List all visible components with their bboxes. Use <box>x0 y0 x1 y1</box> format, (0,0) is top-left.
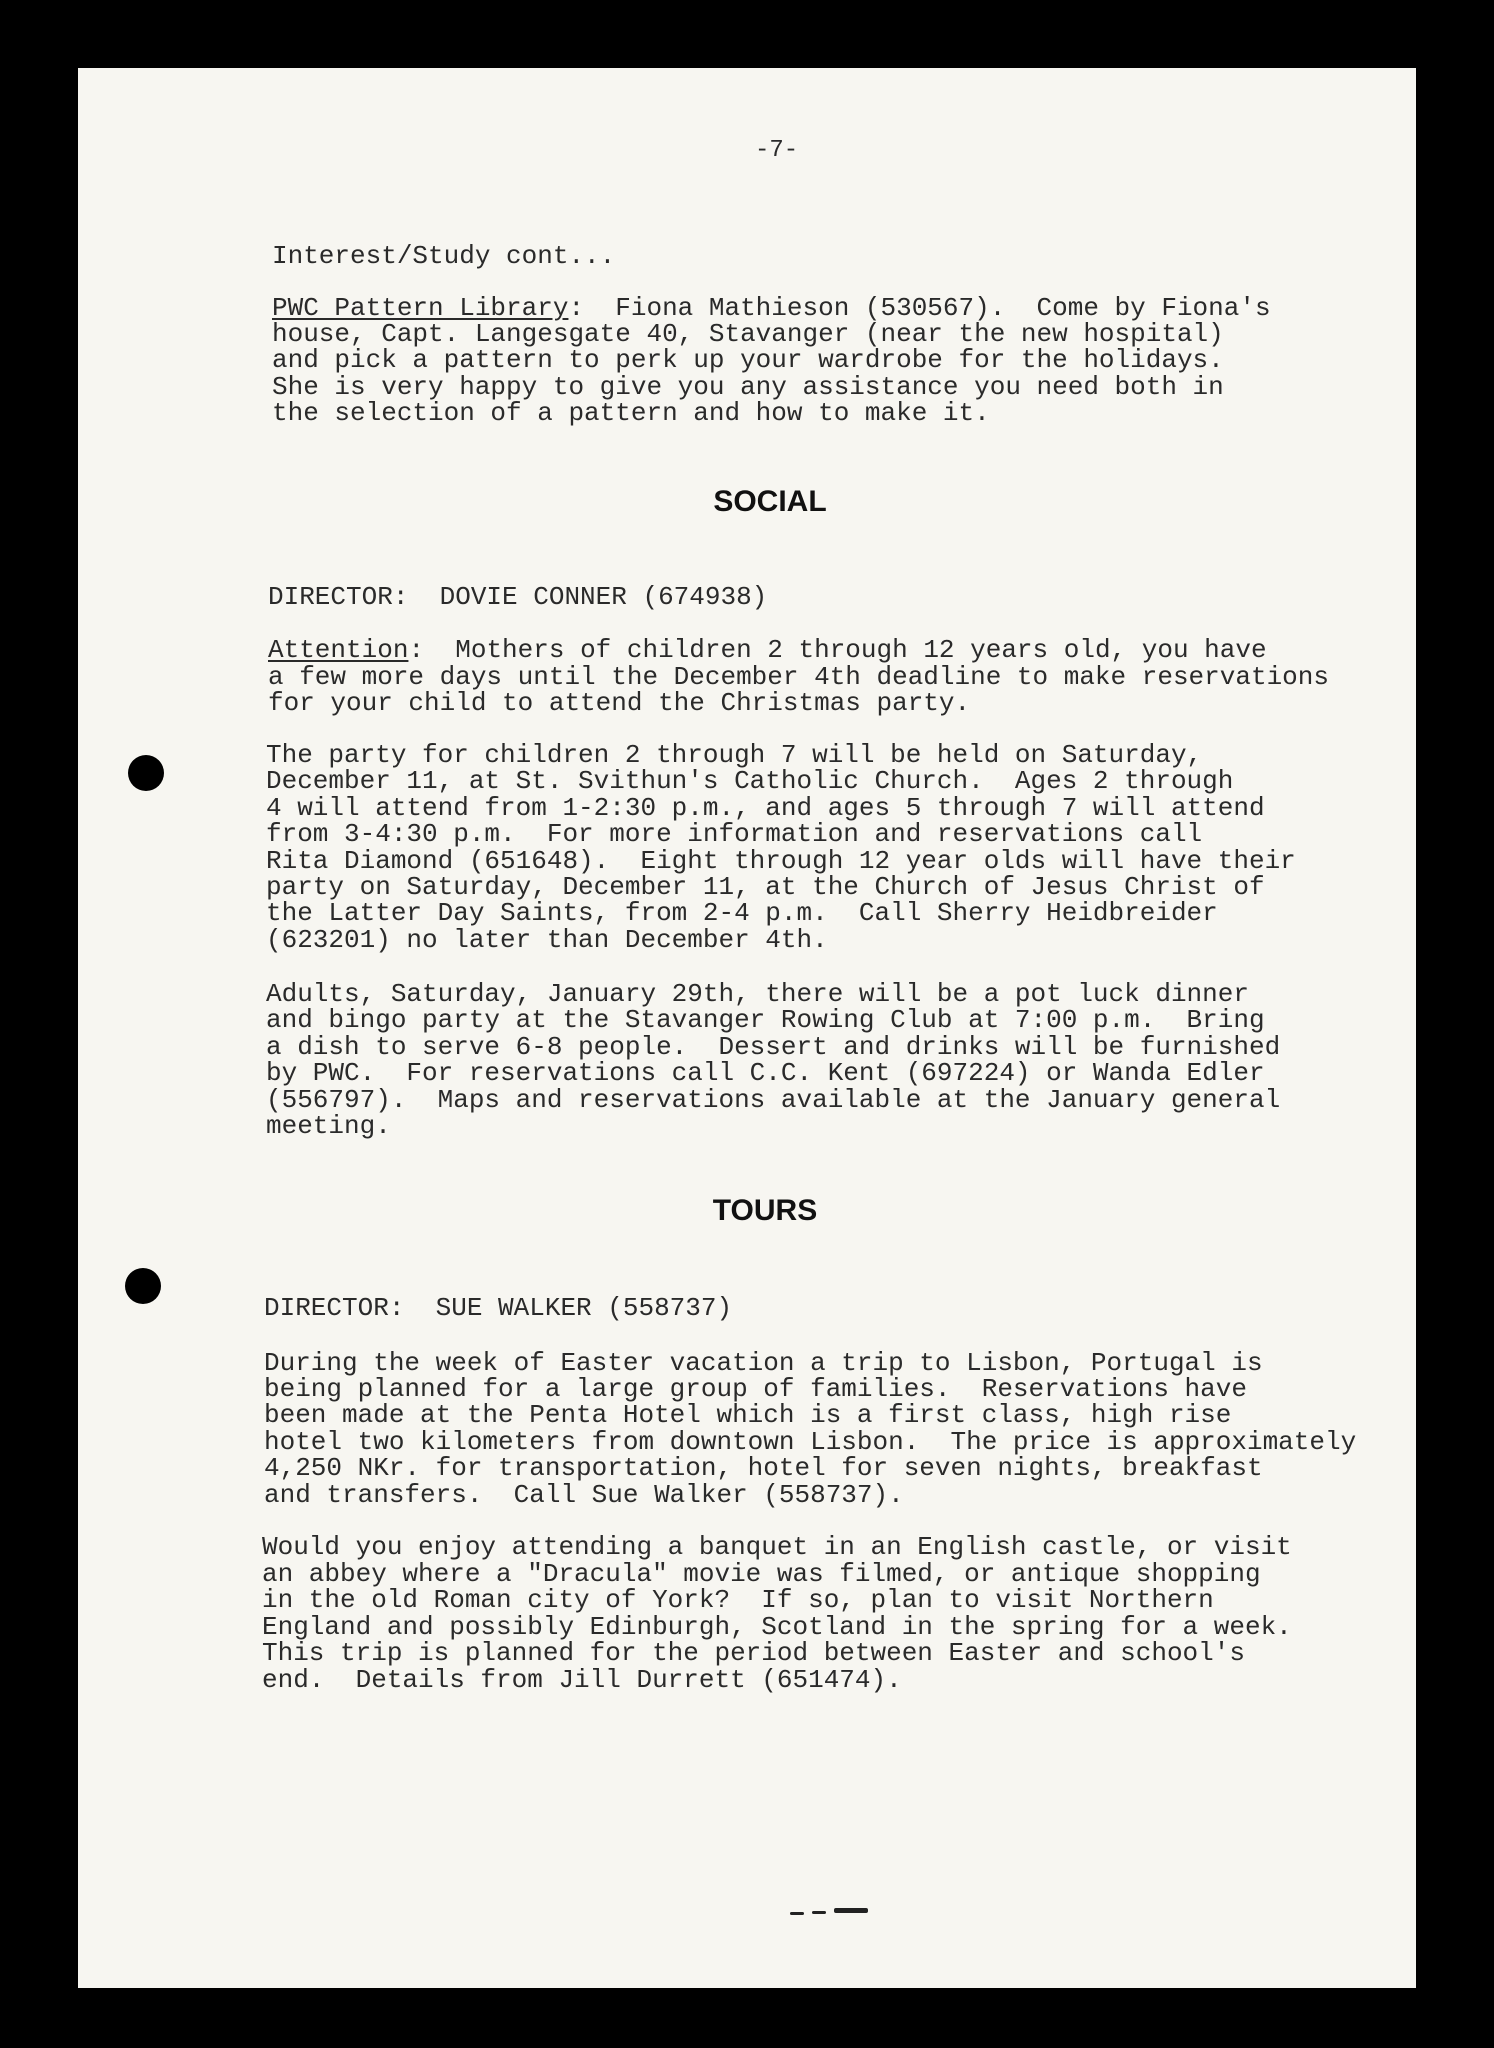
pattern-library-line: She is very happy to give you any assistance you need both in <box>272 372 1224 402</box>
party-line: the Latter Day Saints, from 2-4 p.m. Call Sherry Heidbreider <box>266 898 1218 928</box>
england-line: in the old Roman city of York? If so, plan to visit Northern <box>262 1585 1214 1615</box>
tours-director: DIRECTOR: SUE WALKER (558737) <box>264 1293 733 1323</box>
section-continued-heading: Interest/Study cont... <box>272 241 616 271</box>
page-number: -7- <box>755 137 799 164</box>
pattern-library-line: and pick a pattern to perk up your wardrobe for the holidays. <box>272 345 1224 375</box>
social-director: DIRECTOR: DOVIE CONNER (674938) <box>268 582 768 612</box>
adults-line: a dish to serve 6-8 people. Dessert and drinks will be furnished <box>266 1032 1281 1062</box>
attention-line1-text: : Mothers of children 2 through 12 years old, you have <box>408 635 1267 665</box>
adults-line: and bingo party at the Stavanger Rowing Club at 7:00 p.m. Bring <box>266 1005 1265 1035</box>
lisbon-line: been made at the Penta Hotel which is a first class, high rise <box>264 1400 1232 1430</box>
england-line: Would you enjoy attending a banquet in an English castle, or visit <box>262 1532 1292 1562</box>
party-line: The party for children 2 through 7 will be held on Saturday, <box>266 740 1203 770</box>
attention-line: a few more days until the December 4th deadline to make reservations <box>268 662 1329 692</box>
england-line: England and possibly Edinburgh, Scotland in the spring for a week. <box>262 1612 1292 1642</box>
party-line: Rita Diamond (651648). Eight through 12 year olds will have their <box>266 846 1296 876</box>
attention-label: Attention <box>268 635 409 665</box>
party-line: party on Saturday, December 11, at the Church of Jesus Christ of <box>266 872 1265 902</box>
england-line: This trip is planned for the period between Easter and school's <box>262 1638 1245 1668</box>
pattern-library-first-line <box>272 295 1271 321</box>
punch-hole-bottom <box>125 1268 161 1304</box>
tours-heading: TOURS <box>712 1194 818 1227</box>
lisbon-line: 4,250 NKr. for transportation, hotel for seven nights, breakfast <box>264 1453 1263 1483</box>
pattern-library-line: the selection of a pattern and how to make it. <box>272 398 990 428</box>
adults-line: (556797). Maps and reservations available at the January general <box>266 1085 1281 1115</box>
party-line: 4 will attend from 1-2:30 p.m., and ages 5 through 7 will attend <box>266 793 1265 823</box>
lisbon-line: being planned for a large group of families. Reservations have <box>264 1374 1247 1404</box>
lisbon-line: During the week of Easter vacation a trip to Lisbon, Portugal is <box>264 1348 1263 1378</box>
party-line: (623201) no later than December 4th. <box>266 925 828 955</box>
attention-first-line <box>268 637 1267 663</box>
england-line: end. Details from Jill Durrett (651474). <box>262 1665 902 1695</box>
social-heading: SOCIAL <box>713 485 827 518</box>
lisbon-line: hotel two kilometers from downtown Lisbon. The price is approximately <box>264 1427 1357 1457</box>
party-line: from 3-4:30 p.m. For more information and reservations call <box>266 819 1203 849</box>
attention-line: for your child to attend the Christmas party. <box>268 688 971 718</box>
pattern-library-line1-text: : Fiona Mathieson (530567). Come by Fiona's <box>568 293 1271 323</box>
pattern-library-line: house, Capt. Langesgate 40, Stavanger (near the new hospital) <box>272 319 1224 349</box>
pattern-library-label: PWC Pattern Library <box>272 293 569 323</box>
lisbon-line: and transfers. Call Sue Walker (558737). <box>264 1480 904 1510</box>
adults-line: Adults, Saturday, January 29th, there will be a pot luck dinner <box>266 979 1249 1009</box>
adults-line: meeting. <box>266 1111 391 1141</box>
england-line: an abbey where a "Dracula" movie was filmed, or antique shopping <box>262 1559 1261 1589</box>
party-line: December 11, at St. Svithun's Catholic Church. Ages 2 through <box>266 766 1234 796</box>
adults-line: by PWC. For reservations call C.C. Kent (697224) or Wanda Edler <box>266 1058 1265 1088</box>
punch-hole-top <box>128 755 164 791</box>
